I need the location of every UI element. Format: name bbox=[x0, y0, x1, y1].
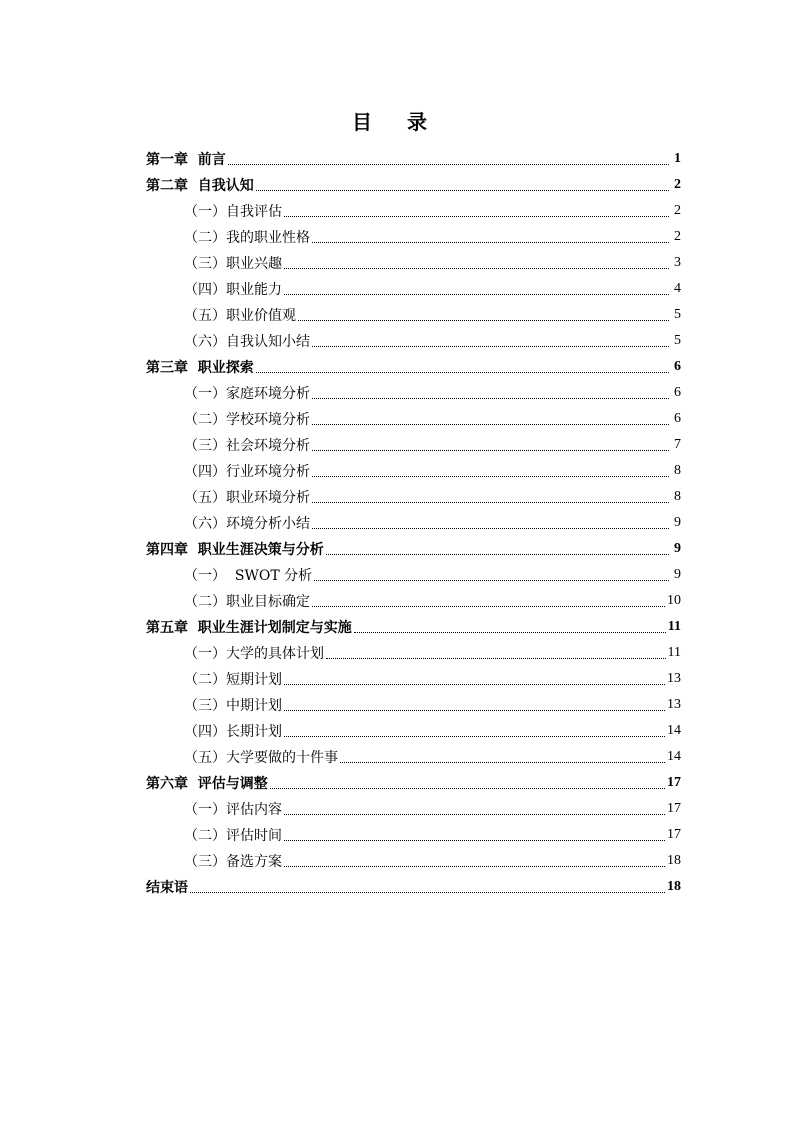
toc-dot-leader bbox=[312, 502, 669, 503]
toc-page-number: 4 bbox=[674, 281, 681, 296]
toc-section-entry[interactable] bbox=[146, 562, 681, 588]
toc-dot-leader bbox=[284, 216, 669, 217]
toc-section-entry[interactable] bbox=[146, 380, 681, 406]
toc-entry-text: 结束语 bbox=[146, 880, 188, 896]
toc-dot-leader bbox=[284, 866, 665, 867]
toc-chapter-entry[interactable] bbox=[146, 536, 681, 562]
toc-section-entry[interactable] bbox=[146, 432, 681, 458]
toc-dot-leader bbox=[298, 320, 669, 321]
toc-section-entry[interactable] bbox=[146, 224, 681, 250]
toc-page-number: 14 bbox=[667, 723, 681, 738]
toc-page-number: 6 bbox=[674, 385, 681, 400]
toc-page-number: 18 bbox=[667, 853, 681, 868]
toc-section-entry[interactable] bbox=[146, 796, 681, 822]
toc-page-number: 8 bbox=[674, 489, 681, 504]
toc-dot-leader bbox=[326, 554, 669, 555]
toc-section-entry[interactable] bbox=[146, 328, 681, 354]
toc-entry-text: （三）中期计划 bbox=[184, 698, 282, 714]
toc-entry-text: （四）职业能力 bbox=[184, 282, 282, 298]
toc-chapter-entry[interactable] bbox=[146, 770, 681, 796]
toc-dot-leader bbox=[312, 398, 669, 399]
toc-entry-text: （一）大学的具体计划 bbox=[184, 646, 324, 662]
toc-chapter-entry[interactable] bbox=[146, 874, 681, 900]
toc-page-number: 17 bbox=[667, 775, 681, 790]
toc-page-number: 1 bbox=[674, 151, 681, 166]
toc-page-number: 13 bbox=[667, 671, 681, 686]
toc-dot-leader bbox=[190, 892, 665, 893]
toc-page-number: 11 bbox=[667, 619, 681, 634]
toc-dot-leader bbox=[326, 658, 666, 659]
toc-entry-text: （六）自我认知小结 bbox=[184, 334, 310, 350]
toc-entry-text: （二）我的职业性格 bbox=[184, 230, 310, 246]
toc-dot-leader bbox=[312, 424, 669, 425]
toc-dot-leader bbox=[340, 762, 665, 763]
toc-section-entry[interactable] bbox=[146, 302, 681, 328]
toc-page-number: 5 bbox=[674, 333, 681, 348]
toc-dot-leader bbox=[256, 372, 669, 373]
table-of-contents bbox=[146, 146, 681, 900]
toc-chapter-entry[interactable] bbox=[146, 614, 681, 640]
toc-entry-text: （三）职业兴趣 bbox=[184, 256, 282, 272]
toc-page-number: 9 bbox=[674, 541, 681, 556]
toc-entry-text: （二）短期计划 bbox=[184, 672, 282, 688]
toc-page-number: 5 bbox=[674, 307, 681, 322]
toc-entry-text: （三）社会环境分析 bbox=[184, 438, 310, 454]
toc-entry-text: （二）评估时间 bbox=[184, 828, 282, 844]
toc-section-entry[interactable] bbox=[146, 276, 681, 302]
toc-entry-text: （三）备选方案 bbox=[184, 854, 282, 870]
toc-dot-leader bbox=[284, 840, 665, 841]
toc-section-entry[interactable] bbox=[146, 406, 681, 432]
toc-entry-text: （一） SWOT 分析 bbox=[184, 568, 313, 584]
page-title: 目 录 bbox=[352, 110, 441, 134]
toc-page-number: 9 bbox=[674, 515, 681, 530]
toc-dot-leader bbox=[284, 710, 665, 711]
toc-page-number: 11 bbox=[667, 645, 681, 660]
toc-page-number: 13 bbox=[667, 697, 681, 712]
toc-page-number: 18 bbox=[667, 879, 681, 894]
toc-section-entry[interactable] bbox=[146, 744, 681, 770]
toc-section-entry[interactable] bbox=[146, 510, 681, 536]
toc-entry-text: （二）职业目标确定 bbox=[184, 594, 310, 610]
toc-page-number: 7 bbox=[674, 437, 681, 452]
toc-section-entry[interactable] bbox=[146, 822, 681, 848]
toc-section-entry[interactable] bbox=[146, 250, 681, 276]
toc-page-number: 6 bbox=[674, 359, 681, 374]
toc-section-entry[interactable] bbox=[146, 666, 681, 692]
toc-section-entry[interactable] bbox=[146, 198, 681, 224]
toc-entry-text: （二）学校环境分析 bbox=[184, 412, 310, 428]
toc-page-number: 17 bbox=[667, 801, 681, 816]
toc-page-number: 8 bbox=[674, 463, 681, 478]
toc-page-number: 6 bbox=[674, 411, 681, 426]
toc-section-entry[interactable] bbox=[146, 458, 681, 484]
toc-dot-leader bbox=[312, 528, 669, 529]
toc-dot-leader bbox=[312, 606, 665, 607]
toc-entry-text: （五）大学要做的十件事 bbox=[184, 750, 338, 766]
toc-chapter-entry[interactable] bbox=[146, 172, 681, 198]
toc-entry-text: （一）自我评估 bbox=[184, 204, 282, 220]
toc-page-number: 10 bbox=[667, 593, 681, 608]
toc-entry-text: 第三章 职业探索 bbox=[146, 360, 254, 376]
toc-dot-leader bbox=[312, 450, 669, 451]
toc-entry-text: （五）职业环境分析 bbox=[184, 490, 310, 506]
toc-entry-text: 第六章 评估与调整 bbox=[146, 776, 268, 792]
toc-dot-leader bbox=[312, 242, 669, 243]
toc-dot-leader bbox=[256, 190, 669, 191]
toc-entry-text: （一）家庭环境分析 bbox=[184, 386, 310, 402]
toc-chapter-entry[interactable] bbox=[146, 146, 681, 172]
toc-entry-text: （四）行业环境分析 bbox=[184, 464, 310, 480]
toc-page-number: 17 bbox=[667, 827, 681, 842]
toc-entry-text: （五）职业价值观 bbox=[184, 308, 296, 324]
toc-page-number: 2 bbox=[674, 229, 681, 244]
toc-dot-leader bbox=[312, 476, 669, 477]
toc-dot-leader bbox=[284, 684, 665, 685]
toc-page-number: 2 bbox=[674, 203, 681, 218]
toc-page-number: 2 bbox=[674, 177, 681, 192]
toc-entry-text: （一）评估内容 bbox=[184, 802, 282, 818]
toc-dot-leader bbox=[270, 788, 665, 789]
toc-dot-leader bbox=[284, 814, 665, 815]
toc-chapter-entry[interactable] bbox=[146, 354, 681, 380]
toc-section-entry[interactable] bbox=[146, 848, 681, 874]
toc-dot-leader bbox=[354, 632, 666, 633]
toc-section-entry[interactable] bbox=[146, 484, 681, 510]
toc-dot-leader bbox=[284, 294, 669, 295]
toc-section-entry[interactable] bbox=[146, 718, 681, 744]
toc-entry-text: （六）环境分析小结 bbox=[184, 516, 310, 532]
toc-entry-text: 第五章 职业生涯计划制定与实施 bbox=[146, 620, 352, 636]
toc-section-entry[interactable] bbox=[146, 640, 681, 666]
toc-section-entry[interactable] bbox=[146, 588, 681, 614]
toc-entry-text: 第四章 职业生涯决策与分析 bbox=[146, 542, 324, 558]
toc-dot-leader bbox=[284, 736, 665, 737]
toc-dot-leader bbox=[314, 580, 669, 581]
toc-section-entry[interactable] bbox=[146, 692, 681, 718]
toc-dot-leader bbox=[312, 346, 669, 347]
toc-dot-leader bbox=[228, 164, 669, 165]
toc-page-number: 14 bbox=[667, 749, 681, 764]
toc-dot-leader bbox=[284, 268, 669, 269]
toc-page-number: 3 bbox=[674, 255, 681, 270]
toc-entry-text: 第一章 前言 bbox=[146, 152, 226, 168]
toc-page-number: 9 bbox=[674, 567, 681, 582]
toc-entry-text: 第二章 自我认知 bbox=[146, 178, 254, 194]
toc-entry-text: （四）长期计划 bbox=[184, 724, 282, 740]
